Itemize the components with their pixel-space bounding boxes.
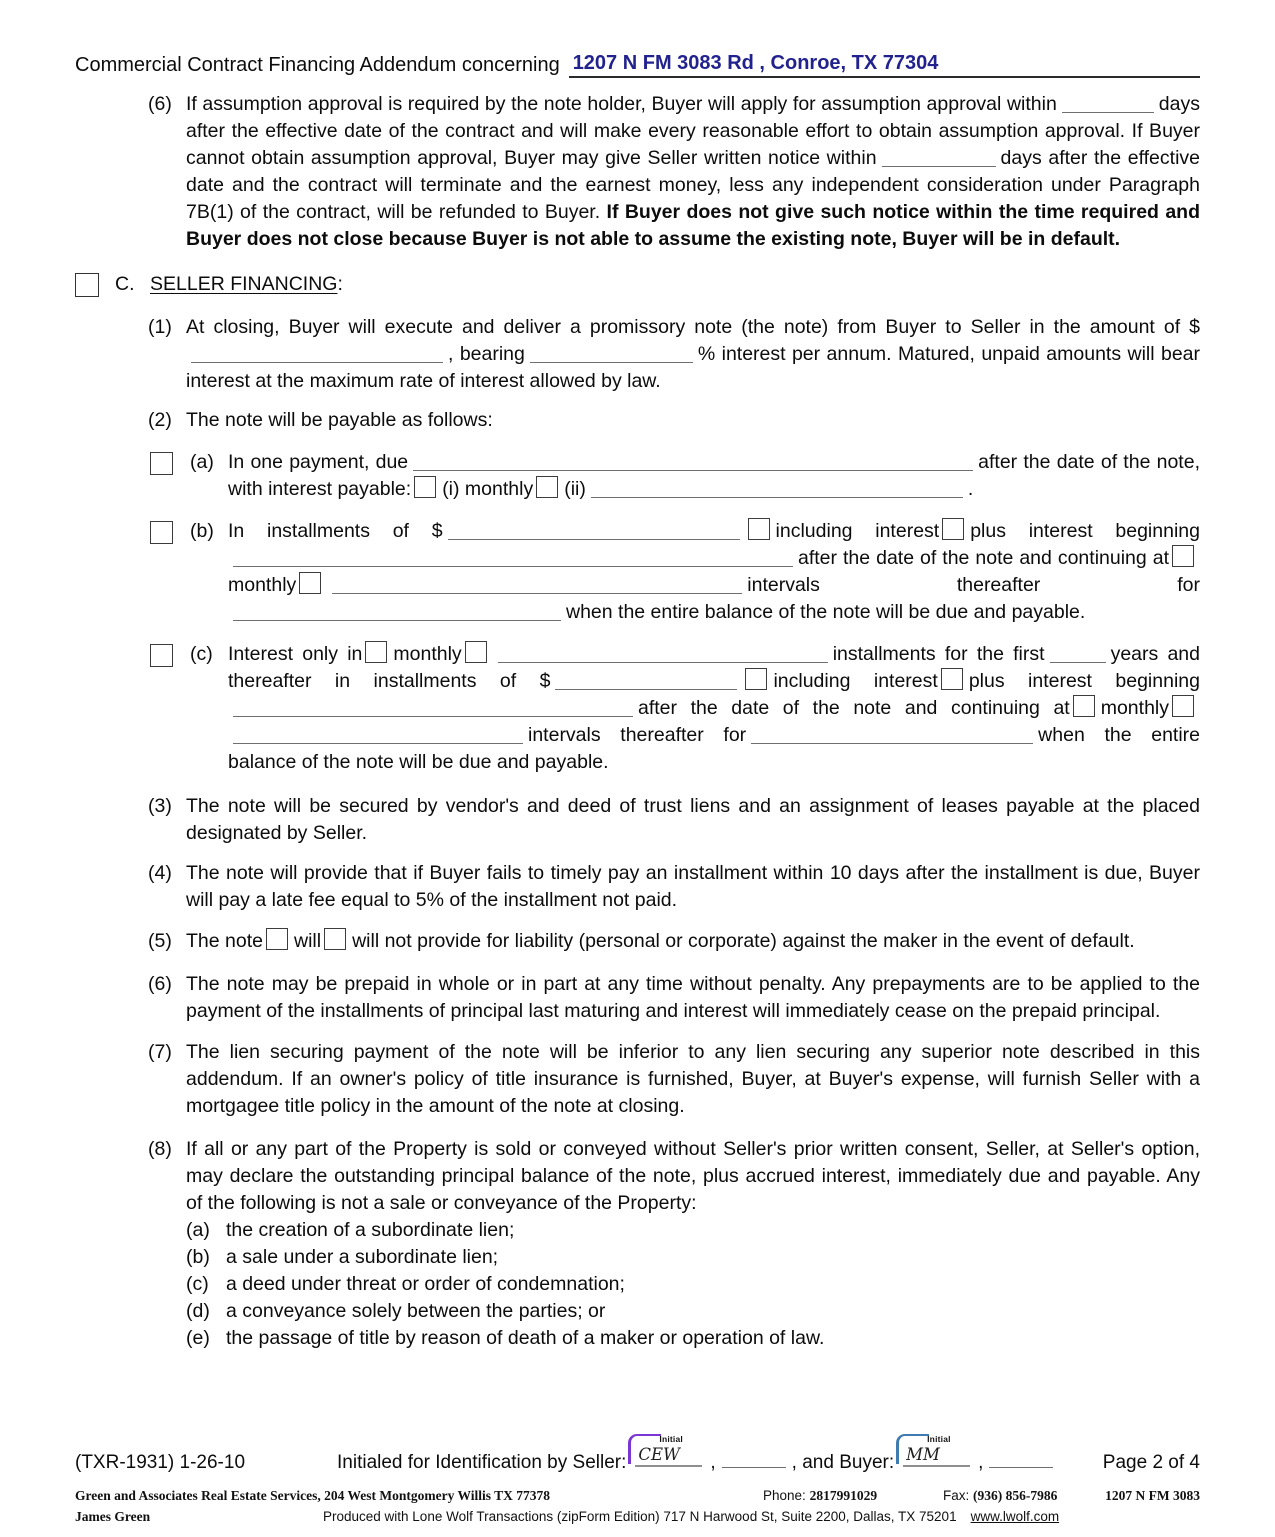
buyer-initials-blank-2[interactable] — [989, 1452, 1053, 1468]
text-run: Interest only in — [228, 643, 363, 665]
checkbox-option-c[interactable] — [150, 644, 173, 667]
text-run: after the date of the note and continuing at — [798, 547, 1169, 569]
text-run: monthly — [393, 643, 462, 665]
option-label: (b) — [190, 520, 214, 542]
text-run: If assumption approval is required by the note holder, Buyer will apply for assumption approval within — [186, 93, 1057, 115]
text-run: At closing, Buyer will execute and deliver a promissory note (the note) from Buyer to Seller in the amount of $ — [186, 316, 1200, 338]
option-label: (a) — [190, 451, 214, 473]
text-run: will — [293, 930, 322, 952]
initial-tab-label: Initial — [927, 1434, 951, 1444]
blank-interval-term[interactable] — [751, 726, 1033, 744]
blank-interval-term[interactable] — [233, 603, 561, 621]
option-body — [228, 518, 1200, 626]
blank-interest-only-interval[interactable] — [498, 645, 828, 663]
blank-notice-days[interactable] — [882, 149, 996, 167]
list-item-text: a conveyance solely between the parties; or — [226, 1300, 606, 1322]
seller-initials-signature: CEW — [635, 1445, 702, 1467]
blank-beginning-date[interactable] — [233, 549, 793, 567]
blank-other-interval[interactable] — [332, 576, 742, 594]
paragraph-c5 — [148, 928, 1200, 955]
paragraph-body: The note will be payable as follows: — [186, 409, 493, 431]
text-run: will not provide for liability (personal or corporate) against the maker in the event of default. — [352, 930, 1135, 952]
section-title: SELLER FINANCING — [150, 273, 338, 295]
checkbox-interest-other[interactable] — [536, 476, 558, 498]
text-run: . — [967, 478, 974, 500]
paragraph-number: (4) — [148, 862, 172, 884]
blank-beginning-date[interactable] — [233, 699, 633, 717]
checkbox-interest-monthly[interactable] — [414, 476, 436, 498]
fax-label: Fax: — [943, 1488, 970, 1503]
list-item — [186, 1271, 1200, 1298]
text-run: , bearing — [448, 343, 525, 365]
option-a — [150, 449, 1200, 503]
paragraph-body — [186, 91, 1200, 253]
checkbox-plus-interest[interactable] — [941, 668, 963, 690]
agent-name: James Green — [75, 1509, 151, 1524]
blank-one-payment-due[interactable] — [413, 453, 973, 471]
list-item-text: the passage of title by reason of death of a maker or operation of law. — [226, 1327, 825, 1349]
checkbox-seller-financing[interactable] — [75, 273, 99, 297]
section-letter: C. — [115, 273, 135, 295]
brokerage-name: Green and Associates Real Estate Services, 204 West Montgomery Willis TX 77378 — [75, 1488, 550, 1503]
option-body — [228, 449, 1200, 503]
paragraph-number: (2) — [148, 409, 172, 431]
produced-with-text — [323, 1508, 1059, 1526]
broker-footer-line2 — [75, 1508, 1200, 1526]
text-run: intervals thereafter for — [528, 724, 747, 746]
paragraph-body — [186, 1136, 1200, 1352]
list-item — [186, 1217, 1200, 1244]
paragraph-body — [186, 928, 1200, 955]
text-run-bold: If Buyer does not give such notice within the time required and Buyer does not close because Buyer is not able to assume the existing note, Buyer will be in default. — [186, 201, 1200, 250]
checkbox-interest-only-other[interactable] — [465, 641, 487, 663]
buyer-initials-signature: MM — [903, 1445, 970, 1467]
text-run: monthly — [1100, 697, 1169, 719]
checkbox-other-interval[interactable] — [299, 572, 321, 594]
text-run: days after the effective date and the contract will terminate and the earnest money, less any independent consideration under Paragraph 7B(1) of the contract, will be refunded to Buyer. — [186, 147, 1200, 223]
paragraph-body: The lien securing payment of the note will be inferior to any lien securing any superior note described in this addendum. If an owner's policy of title insurance is furnished, Buyer, at Buyer's expense, will furnish Seller with a mortgagee title policy in the amount of the note at closing. — [186, 1041, 1200, 1117]
checkbox-monthly[interactable] — [1172, 545, 1194, 567]
seller-initials-field[interactable] — [628, 1434, 708, 1468]
text-run: intervals thereafter for — [747, 574, 1200, 596]
paragraph-c2 — [148, 407, 1200, 434]
list-item-label: (e) — [186, 1327, 210, 1349]
zipform-text: Produced with Lone Wolf Transactions (zipForm Edition) 717 N Harwood St, Suite 2200, Dallas, TX 75201 — [323, 1509, 957, 1524]
initialed-for-text: Initialed for Identification by Seller: — [337, 1452, 627, 1473]
blank-interest-rate[interactable] — [530, 345, 693, 363]
paragraph-body: The note will provide that if Buyer fails to timely pay an installment within 10 days after the installment is due, Buyer will pay a late fee equal to 5% of the installment not paid. — [186, 862, 1200, 911]
text-run: when the entire balance of the note will be due and payable. — [228, 724, 1201, 773]
blank-other-interval[interactable] — [233, 726, 523, 744]
property-address-field[interactable] — [569, 50, 1200, 78]
text-run: % interest per annum. Matured, unpaid amounts will bear interest at the maximum rate of interest allowed by law. — [186, 343, 1200, 392]
blank-first-years[interactable] — [1050, 645, 1106, 663]
phone-value: 2817991029 — [809, 1488, 878, 1503]
seller-initials-blank-2[interactable] — [722, 1452, 786, 1468]
paragraph-body — [186, 314, 1200, 395]
list-item — [186, 1298, 1200, 1325]
section-title-colon: : — [337, 273, 343, 295]
document-title: Commercial Contract Financing Addendum concerning — [75, 54, 560, 76]
list-item-text: a sale under a subordinate lien; — [226, 1246, 499, 1268]
checkbox-interest-only-monthly[interactable] — [365, 641, 387, 663]
paragraph-b6 — [148, 91, 1200, 253]
blank-installments-amount[interactable] — [555, 672, 737, 690]
option-label: (c) — [190, 643, 213, 665]
blank-installment-amount[interactable] — [448, 522, 740, 540]
checkbox-including-interest[interactable] — [745, 668, 767, 690]
text-run: plus interest beginning — [970, 520, 1200, 542]
checkbox-option-b[interactable] — [150, 521, 173, 544]
text-run: including interest — [773, 670, 938, 692]
lwolf-link[interactable]: www.lwolf.com — [970, 1509, 1060, 1524]
paragraph-c8 — [148, 1136, 1200, 1352]
fax-value: (936) 856-7986 — [973, 1488, 1058, 1503]
paragraph-number: (6) — [148, 93, 172, 115]
blank-interest-other-interval[interactable] — [591, 480, 963, 498]
text-run: (ii) — [564, 478, 586, 500]
checkbox-option-a[interactable] — [150, 452, 173, 475]
text-run: monthly — [228, 574, 297, 596]
option-body — [228, 641, 1200, 776]
comma: , — [710, 1452, 716, 1473]
broker-footer-line1 — [75, 1487, 1200, 1505]
paragraph-number: (5) — [148, 930, 172, 952]
option-b — [150, 518, 1200, 626]
list-item — [186, 1244, 1200, 1271]
brokerage-fax — [943, 1487, 1057, 1505]
checkbox-will-not[interactable] — [324, 928, 346, 950]
buyer-initials-field[interactable] — [896, 1434, 976, 1468]
checkbox-will[interactable] — [266, 928, 288, 950]
paragraph-c1 — [148, 314, 1200, 395]
brokerage-phone — [763, 1487, 877, 1505]
paragraph-number: (8) — [148, 1138, 172, 1160]
checkbox-including-interest[interactable] — [748, 518, 770, 540]
text-run: plus interest beginning — [968, 670, 1200, 692]
and-buyer-text: , and Buyer: — [791, 1452, 895, 1473]
text-run: years and thereafter in installments of $ — [228, 643, 1200, 692]
phone-label: Phone: — [763, 1488, 806, 1503]
document-header — [75, 50, 1200, 78]
section-c-heading — [75, 271, 1200, 298]
text-run: including interest — [775, 520, 940, 542]
text-run: after the date of the note and continuing at — [638, 697, 1070, 719]
paragraph-number: (6) — [148, 973, 172, 995]
text-run: after the date of the note, with interest payable: — [228, 451, 1200, 500]
paragraph-body: The note will be secured by vendor's and deed of trust liens and an assignment of leases payable at the placed designated by Seller. — [186, 795, 1200, 844]
text-run: days after the effective date of the contract and will make every reasonable effort to obtain assumption approval. If Buyer cannot obtain assumption approval, Buyer may give Seller written notice within — [186, 93, 1200, 169]
checkbox-plus-interest[interactable] — [942, 518, 964, 540]
text-run: In one payment, due — [228, 451, 409, 473]
list-item — [186, 1325, 1200, 1352]
list-item-label: (b) — [186, 1246, 210, 1268]
text-run: In installments of $ — [228, 520, 443, 542]
checkbox-monthly[interactable] — [1073, 695, 1095, 717]
text-run: (i) monthly — [442, 478, 534, 500]
list-item-label: (c) — [186, 1273, 209, 1295]
list-item-label: (d) — [186, 1300, 210, 1322]
option-c — [150, 641, 1200, 776]
paragraph-body: The note may be prepaid in whole or in part at any time without penalty. Any prepayments are to be applied to the payment of the installments of principal last maturing and interest will immediately cease on the prepaid principal. — [186, 973, 1200, 1022]
paragraph-c3 — [148, 793, 1200, 847]
list-item-text: the creation of a subordinate lien; — [226, 1219, 515, 1241]
list-item-label: (a) — [186, 1219, 210, 1241]
text-run: If all or any part of the Property is sold or conveyed without Seller's prior written consent, Seller, at Seller's option, may declare the outstanding principal balance of the note, plus accrued interest, immediately due and payable. Any of the following is not a sale or conveyance of the Property: — [186, 1138, 1200, 1214]
paragraph-c4 — [148, 860, 1200, 914]
page-number: Page 2 of 4 — [1102, 1452, 1200, 1473]
property-address-value: 1207 N FM 3083 Rd , Conroe, TX 77304 — [572, 52, 939, 74]
paragraph-number: (1) — [148, 316, 172, 338]
list-item-text: a deed under threat or order of condemnation; — [226, 1273, 625, 1295]
form-code: (TXR-1931) 1-26-10 — [75, 1452, 246, 1473]
paragraph-number: (7) — [148, 1041, 172, 1063]
initial-tab-label: Initial — [659, 1434, 683, 1444]
paragraph-c6 — [148, 971, 1200, 1025]
text-run: installments for the first — [832, 643, 1045, 665]
text-run: when the entire balance of the note will be due and payable. — [566, 601, 1086, 623]
initials-footer — [75, 1434, 1200, 1476]
blank-note-amount[interactable] — [191, 345, 443, 363]
paragraph-c7 — [148, 1039, 1200, 1120]
text-run: The note — [186, 930, 263, 952]
comma: , — [978, 1452, 984, 1473]
blank-approval-days[interactable] — [1062, 95, 1154, 113]
file-reference: 1207 N FM 3083 — [1105, 1488, 1200, 1503]
paragraph-number: (3) — [148, 795, 172, 817]
checkbox-other-interval[interactable] — [1172, 695, 1194, 717]
